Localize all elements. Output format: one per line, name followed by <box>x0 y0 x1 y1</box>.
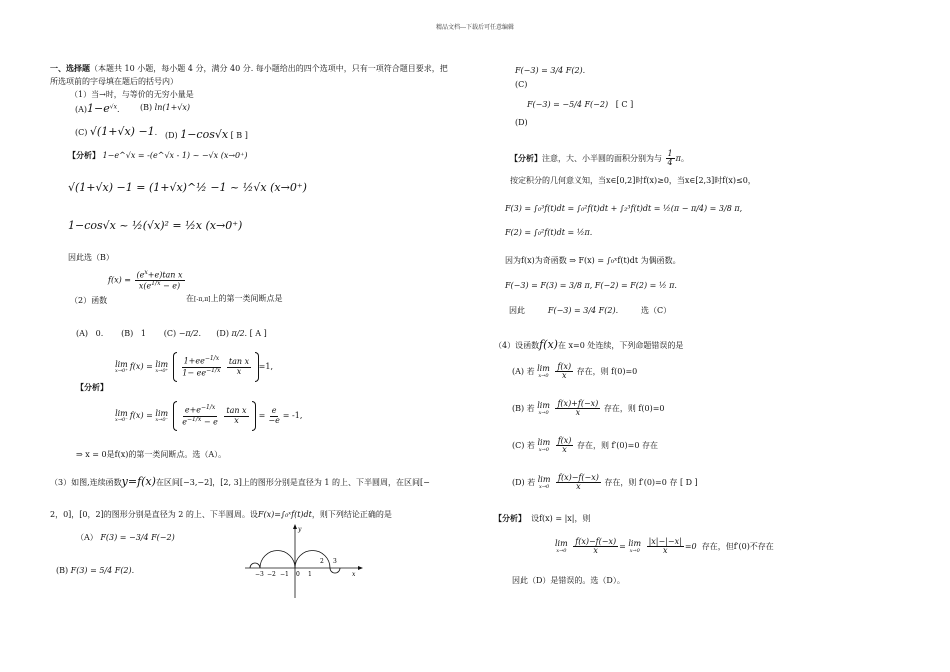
tick-neg1: −1 <box>280 571 289 578</box>
q4-option-a: (A) 若 lim x→0 $\frac{f(x)}{x}$ 存在，则 f(0)=0 <box>512 362 638 381</box>
y-axis-label: y <box>298 526 302 533</box>
small-lower-semicircle <box>330 568 340 573</box>
q3-option-b: (B) F(3) = 5/4 F(2). <box>56 566 135 575</box>
q3-option-d-label: (D) <box>515 118 528 127</box>
q4-option-d: (D) 若 lim x→0 $\frac{f(x)-f(-x)}{x}$ 存在，则 f′(0)=0 存 [ D ] <box>512 473 698 492</box>
q2-analysis-label: 【分析】 <box>76 382 108 392</box>
q1-answer: [ B ] <box>230 131 248 140</box>
q3-analysis-2: 按定积分的几何意义知，当x∈[0,2]时f(x)≥0，当x∈[2,3]时f(x)≤0， <box>510 176 756 185</box>
q2-function: f(x) = $\frac{(e^x+e)\tan x}{x(e^{1/x} - e)}$ <box>108 269 183 291</box>
q4-answer: [ D ] <box>679 477 698 487</box>
q2-answer: [ A ] <box>249 329 267 338</box>
q1-analysis-line3: 1−cos√x ~ ½(√x)² = ½x (x→0⁺) <box>68 219 243 232</box>
tick-2: 2 <box>320 558 324 565</box>
q3-graph <box>240 522 365 600</box>
q1-analysis-line2: √(1+√x) −1 = (1+√x)^½ −1 ~ ½√x (x→0⁺) <box>68 181 307 194</box>
tick-neg2: −2 <box>267 571 276 578</box>
x-axis-arrow-icon <box>358 566 363 570</box>
small-upper-semicircle <box>250 563 260 568</box>
q4-option-b: (B) 若 lim x→0 $\frac{f(x)+f(-x)}{x}$ 存在，则 f(0)=0 <box>512 399 665 418</box>
large-lower-semicircle <box>295 551 330 569</box>
x-axis-label: x <box>352 571 356 578</box>
q3-analysis-7: 因此 F(−3) = 3/4 F(2). 选（C） <box>509 306 672 315</box>
q3-answer: [ C ] <box>615 100 634 109</box>
q3-stem-2: 2，0]，[0，2]的图形分别是直径为 2 的上、下半圆周。设F(x)=∫₀ˣf(t)dt，则下列结论正确的是 <box>50 510 392 519</box>
page-header: 精品文档---下载后可任意编辑 <box>435 24 515 31</box>
q2-stem: （2）函数 <box>70 296 108 305</box>
q3-analysis-4: F(2) = ∫₀²f(t)dt = ½π. <box>505 228 593 237</box>
q3-stem: （3）如图,连续函数y=f(x)在区间[−3,−2]，[2, 3]上的图形分别是直径为 1 的上、下半圆周，在区间[− <box>50 475 430 488</box>
q1-option-c: (C) √(1+√x) −1. <box>75 125 158 138</box>
q2-interval: 在[-π,π]上的第一类间断点是 <box>186 294 283 303</box>
q3-option-c: F(−3) = 3/4 F(2). <box>515 66 586 75</box>
tick-1: 1 <box>308 571 312 578</box>
q4-analysis-2: lim x→0 $\frac{f(x)-f(-x)}{x}$ = lim x→0 $\frac{|x|-|-x|}{x}$ =0 存在，但f′(0)不存在 <box>555 537 774 556</box>
tick-neg3: −3 <box>255 571 264 578</box>
q1-option-b: (B) ln(1+√x) <box>140 103 191 112</box>
section-intro <box>50 64 448 73</box>
q4-conclusion: 因此（D）是错误的。选（D）。 <box>512 576 625 585</box>
q2-options: (A) 0. (B) 1 (C) −π/2. (D) π/2. [ A ] <box>76 329 267 338</box>
q4-analysis-1: 【分析】 设f(x) = |x|，则 <box>494 513 591 523</box>
q3-analysis-3: F(3) = ∫₀³f(t)dt = ∫₀²f(t)dt + ∫₂³f(t)dt = ½(π − π/4) = 3/8 π, <box>505 204 743 213</box>
q1-option-a: $(A)1-e^{√x}$. <box>75 102 120 115</box>
q1-conclusion: 因此选（B） <box>68 253 114 262</box>
q4-option-c: (C) 若 lim x→0 $\frac{f(x)}{x}$ 存在，则 f′(0)=0 存在 <box>512 436 658 455</box>
q2-conclusion: ⇒ x = 0是f(x)的第一类间断点。选（A）。 <box>76 450 227 459</box>
q3-analysis-1: 【分析】注意，大、小半圆的面积分别为与 $\frac{1}{4}$ π。 <box>510 149 689 168</box>
section-title: 一、选择题 <box>50 63 90 73</box>
section-intro-b: 所选项前的字母填在题后的括号内） <box>50 77 178 86</box>
q3-option-c-label: (C) <box>515 80 528 89</box>
q3-analysis-5: 因为f(x)为奇函数 ⇒ F(x) = ∫₀ˣf(t)dt 为偶函数。 <box>505 256 681 265</box>
q2-limit-1: lim x→0⁺ f(x) = lim x→0⁺ $\frac{1+ee^{-1/x}}{1- ee^{-1/x}}$ $\frac{\text{tan x}}{x}$ =1, <box>115 352 273 382</box>
section-intro-a: （本题共 10 小题，每小题 4 分，满分 40 分. 每小题给出的四个选项中，只有一项符合题目要求，把 <box>90 64 448 73</box>
q1-option-d: (D) 1−cos√x [ B ] <box>165 128 248 141</box>
tick-3: 3 <box>333 558 337 565</box>
q1-analysis-line1: 【分析】 1−e^√x = -(e^√x - 1) ~ −√x (x→0⁺) <box>68 150 248 160</box>
q3-option-d: F(−3) = −5/4 F(−2) [ C ] <box>527 100 634 109</box>
q4-stem: （4）设函数f(x)在 x=0 处连续，下列命题错误的是 <box>494 338 684 351</box>
tick-0: 0 <box>296 571 300 578</box>
q1-stem: （1）当→时，与等价的无穷小量是 <box>70 90 194 99</box>
q2-limit-2: lim x→0⁻ f(x) = lim x→0⁻ $\frac{e+e^{-1/x}}{e^{-1/x} - e}$ $\frac{\text{tan x}}{x}$ = $\frac{e}{-e}$ = -1, <box>115 401 302 431</box>
y-axis-arrow-icon <box>293 524 297 529</box>
q3-option-a: （A） F(3) = −3/4 F(−2) <box>76 533 175 542</box>
q3-analysis-6: F(−3) = F(3) = 3/8 π, F(−2) = F(2) = ½ π. <box>505 281 677 290</box>
large-upper-semicircle <box>260 551 295 568</box>
